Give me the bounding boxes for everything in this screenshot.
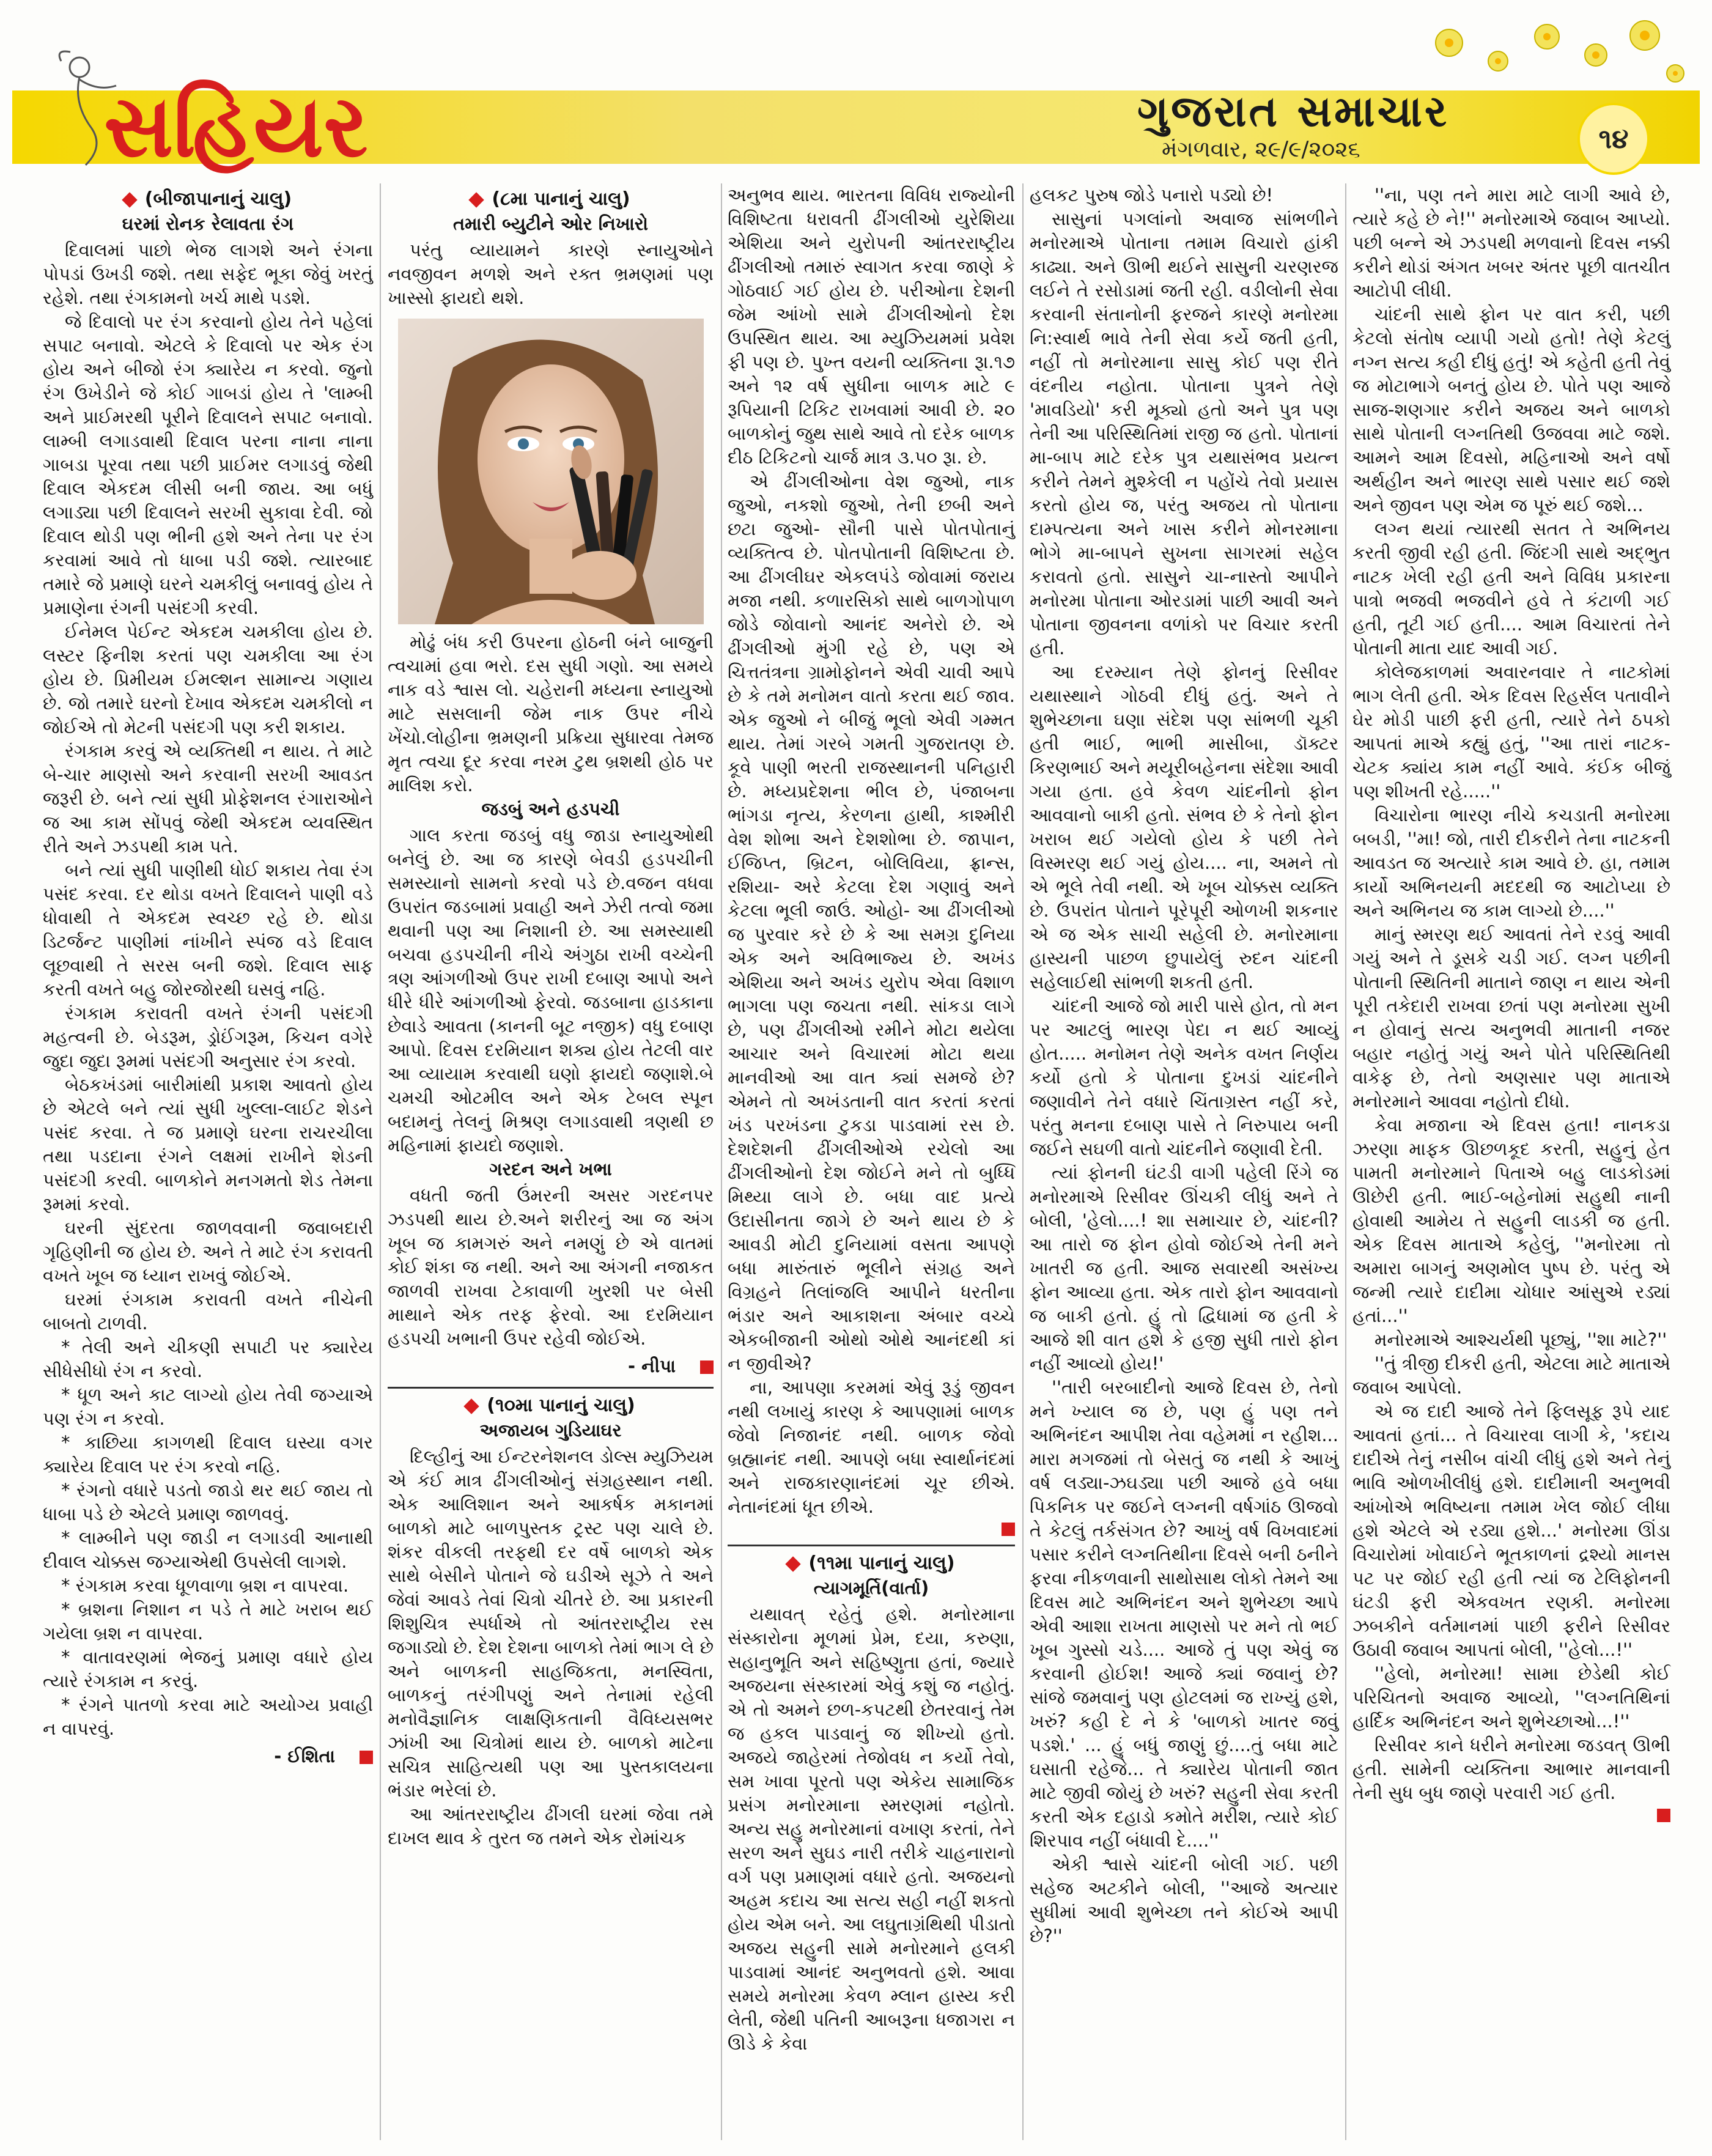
article-divider <box>388 1387 714 1389</box>
article-column-3 <box>728 183 1015 2056</box>
list-item: * રંગને પાતળો કરવા માટે અયોગ્ય પ્રવાહી ન વાપરવું. <box>43 1694 373 1739</box>
sahiyar-logo <box>37 43 465 183</box>
issue-date: મંગળવાર, ૨૯/૯/૨૦૨૬ <box>1162 137 1360 162</box>
paragraph: ગાલ કરતા જડબું વધુ જાડા સ્નાયુઓથી બનેલું છે. આ જ કારણે બેવડી હડપચીની સમસ્યાનો સામનો કરવો પડે છે.વજન વધવા ઉપરાંત જડબામાં પ્રવાહી અને ઝેરી તત્વો જમા થવાની પણ આ નિશાની છે. આ સમસ્યાથી બચવા હડપચીની નીચે અંગુઠા રાખી વચ્ચેની ત્રણ આંગળીઓ ઉપર રાખી દબાણ આપો અને ધીરે ધીરે આંગળીઓ ફેરવો. જડબાના હાડકાના છેવાડે આવતા (કાનની બૂટ નજીક) વધુ દબાણ આપો. દિવસ દરમિયાન શક્ય હોય તેટલી વાર આ વ્યાયામ કરવાથી ઘણો ફાયદો જણાશે.બે ચમચી ઓટમીલ અને એક ટેબલ સ્પૂન બદામનું તેલનું મિશ્રણ લગાડવાથી ત્રણથી છ મહિનામાં ફાયદો જણાશે. <box>388 825 714 1156</box>
paragraph: કોલેજકાળમાં અવારનવાર તે નાટકોમાં ભાગ લેતી હતી. એક દિવસ રિહર્સલ પતાવીને ઘેર મોડી પાછી ફરી હતી, ત્યારે તેને ઠપકો આપતાં માએ કહ્યું હતું, ''આ તારાં નાટક-ચેટક ક્યાંય કામ નહીં આવે. કંઈક બીજું પણ શીખતી રહે.....'' <box>1352 662 1670 802</box>
article-title: ઘરમાં રોનક રેલાવતા રંગ <box>122 213 294 234</box>
paragraph: કેવા મજાના એ દિવસ હતા! નાનકડા ઝરણા માફક ઊછળકૂદ કરતી, સહુનું હેત પામતી મનોરમાને પિતાએ બહુ લાડકોડમાં ઊછેરી હતી. ભાઈ-બહેનોમાં સહુથી નાની હોવાથી આમેય તે સહુની લાડકી જ હતી. એક દિવસ માતાએ કહેલું, ''મનોરમા તો અમારા બાગનું અણમોલ પુષ્પ છે. પરંતુ એ જન્મી ત્યારે દાદીમા ચોધાર આંસુએ રડ્યાં હતાં...'' <box>1352 1115 1670 1326</box>
paragraph: મોઢું બંધ કરી ઉપરના હોઠની બંને બાજુની ત્વચામાં હવા ભરો. દસ સુધી ગણો. આ સમયે નાક વડે શ્વાસ લો. ચહેરાની મધ્યના સ્નાયુઓ માટે સસલાની જેમ નાક ઉપર નીચે ખેંચો.લોહીના ભ્રમણની પ્રક્રિયા સુધારવા તેમજ મૃત ત્વચા દૂર કરવા નરમ ટુથ બ્રશથી હોઠ પર માલિશ કરો. <box>388 632 714 796</box>
article-title: અજાયબ ગુડિયાઘર <box>479 1420 622 1441</box>
article-column-5 <box>1352 183 1670 1822</box>
article-column-4 <box>1030 183 1338 1948</box>
page-number-badge: ૧૪ <box>1577 103 1650 175</box>
paragraph: રંગકામ કરાવતી વખતે રંગની પસંદગી મહત્વની છે. બેડરૂમ, ડ્રોઈંગરૂમ, કિચન વગેરે જુદા જુદા રૂમમાં પસંદગી અનુસાર રંગ કરવો. <box>43 1003 373 1071</box>
paragraph: સાસુનાં પગલાંનો અવાજ સાંભળીને મનોરમાએ પોતાના તમામ વિચારો હાંકી કાઢ્યા. અને ઊભી થઈને સાસુની ચરણરજ લઈને તે રસોડામાં જતી રહી. વડીલોની સેવા કરવાની સંતાનોની ફરજને કારણે મનોરમા નિ:સ્વાર્થ ભાવે તેની સેવા કર્યે જતી હતી, નહીં તો મનોરમાના સાસુ કોઈ પણ રીતે વંદનીય નહોતા. પોતાના પુત્રને તેણે 'માવડિયો' કરી મૂક્યો હતો અને પુત્ર પણ તેની આ પરિસ્થિતિમાં રાજી જ હતો. પોતાનાં મા-બાપ માટે દરેક પુત્ર યથાસંભવ પ્રયત્ન કરીને તેમને મુશ્કેલી ન પહોંચે તેવો પ્રયાસ કરતો હોય જ, પરંતુ અજય તો પોતાના દામ્પત્યના અને ખાસ કરીને મોનરમાના ભોગે મા-બાપને સુખના સાગરમાં સહેલ કરાવતો હતો. સાસુને ચા-નાસ્તો આપીને મનોરમા પોતાના ઓરડામાં પાછી આવી અને પોતાના જીવનના વળાંકો પર વિચાર કરતી હતી. <box>1030 209 1338 659</box>
paragraph: લગ્ન થયાં ત્યારથી સતત તે અભિનય કરતી જીવી રહી હતી. જિંદગી સાથે અદ્ભુત નાટક ખેલી રહી હતી અને વિવિધ પ્રકારના પાત્રો ભજવી ભજવીને હવે તે કંટાળી ગઈ હતી, તૂટી ગઈ હતી.... આમ વિચારતાં તેને પોતાની માતા યાદ આવી ગઈ. <box>1352 519 1670 659</box>
list-item: * ધૂળ અને કાટ લાગ્યો હોય તેવી જગ્યાએ પણ રંગ ન કરવો. <box>43 1384 373 1429</box>
paragraph: દિલ્હીનું આ ઈન્ટરનેશનલ ડોલ્સ મ્યુઝિયમ એ કંઈ માત્ર ઢીંગલીઓનું સંગ્રહસ્થાન નથી. એક આલિશાન અને આકર્ષક મકાનમાં બાળકો માટે બાળપુસ્તક ટ્રસ્ટ પણ ચાલે છે. શંકર વીકલી તરફથી દર વર્ષે બાળકો એક સાથે બેસીને પોતાને જે ઘડીએ સૂઝે તે અને જેવાં આવડે તેવાં ચિત્રો ચીતરે છે. આ પ્રકારની શિશુચિત્ર સ્પર્ધાએ તો આંતરરાષ્ટ્રીય રસ જગાડ્યો છે. દેશ દેશના બાળકો તેમાં ભાગ લે છે અને બાળકની સાહજિકતા, મનસ્વિતા, બાળકનું તરંગીપણું અને તેનામાં રહેલી મનોવૈજ્ઞાનિક લાક્ષણિકતાની વૈવિધ્યસભર ઝાંખી આ ચિત્રોમાં થાય છે. બાળકો માટેના સચિત્ર સાહિત્યથી પણ આ પુસ્તકાલયના ભંડાર ભરેલાં છે. <box>388 1446 714 1801</box>
article-divider <box>728 1545 1015 1546</box>
paragraph: ના, આપણા કરમમાં એવું રૂડું જીવન નથી લખાયું કારણ કે આપણામાં બાળક જેવો નિજાનંદ નથી. બાળક જેવો બ્રહ્માનંદ નથી. આપણે બધા સ્વાર્થાનંદમાં અને રાજકારણાનંદમાં ચૂર છીએ. નેતાનંદમાં ધૂત છીએ. <box>728 1377 1015 1517</box>
list-item: * રંગનો વધારે પડતો જાડો થર થઈ જાય તો ધાબા પડે છે એટલે પ્રમાણ જાળવવું. <box>43 1480 373 1524</box>
makeup-model-photo <box>398 319 704 624</box>
column-divider <box>1022 183 1024 2140</box>
article-body <box>43 238 373 1335</box>
section-subheading: જડબું અને હડપચી <box>481 799 620 819</box>
paragraph: વિચારોના ભારણ નીચે કચડાતી મનોરમા બબડી, ''મા! જો, તારી દીકરીને તેના નાટકની આવડત જ અત્યારે કામ આવે છે. હા, તમામ કાર્યો અભિનયની મદદથી જ આટોપ્યા છે અને અભિનય જ કામ લાગ્યો છે....'' <box>1352 805 1670 921</box>
paragraph: ''હેલો, મનોરમા! સામા છેડેથી કોઈ પરિચિતનો અવાજ આવ્યો, ''લગ્નતિથિનાં હાર્દિક અભિનંદન અને શુભેચ્છાઓ...!'' <box>1352 1663 1670 1732</box>
paragraph: ''તારી બરબાદીનો આજે દિવસ છે, તેનો મને ખ્યાલ જ છે, પણ હું પણ તને અભિનંદન આપીશ તેવા વહેમમાં ન રહીશ... મારા મગજમાં તો બેસતું જ નથી કે આખું વર્ષ લડ્યા-ઝઘડ્યા પછી આજે હવે બધા પિકનિક પર જઈને લગ્નની વર્ષગાંઠ ઊજવો તે કેટલું તર્કસંગત છે? આખું વર્ષ વિખવાદમાં પસાર કરીને લગ્નતિથીના દિવસે બની ઠનીને ફરવા નીકળવાની સાથોસાથ લોકો તેમને આ દિવસ માટે અભિનંદન અને શુભેચ્છા આપે એવી આશા રાખતા માણસો પર મને તો ભઈ ખૂબ ગુસ્સો ચડે.... આજે તું પણ એવું જ કરવાની હોઈશ! આજે ક્યાં જવાનું છે? સાંજે જમવાનું પણ હોટલમાં જ રાખ્યું હશે, ખરું? કહી દે ને કે 'બાળકો ખાતર જવું પડશે.' ... હું બધું જાણું છું....તું બધા માટે ઘસાતી રહેજે... તે ક્યારેય પોતાની જાત માટે જીવી જોયું છે ખરું? સહુની સેવા કરતી કરતી એક દહાડો કમોતે મરીશ, ત્યારે કોઈ શિરપાવ નહીં બંધાવી દે....'' <box>1030 1377 1338 1851</box>
list-item: * રંગકામ કરવા ધૂળવાળા બ્રશ ન વાપરવા. <box>61 1575 349 1596</box>
bullet-list <box>43 1335 373 1741</box>
end-mark-icon <box>700 1360 714 1374</box>
column-divider <box>1345 183 1346 2140</box>
paragraph: એ ઢીંગલીઓના વેશ જુઓ, નાક જુઓ, નકશો જુઓ, તેની છબી અને છટા જુઓ- સૌની પાસે પોતપોતાનું વ્યક્તિત્વ છે. પોતપોતાની વિશિષ્ટતા છે. આ ઢીંગલીઘર એકલપંડે જોવામાં જરાય મજા નથી. કળારસિકો સાથે બાળગોપાળ જોડે જોવાનો આનંદ અનેરો છે. એ ઢીંગલીઓ મુંગી રહે છે, પણ એ ચિત્તતંત્રના ગ્રામોફોનને એવી ચાવી આપે છે કે તમે મનોમન વાતો કરતા થઈ જાવ. એક જુઓ ને બીજું ભૂલો એવી ગમ્મત થાય. તેમાં ગરબે ગમતી ગુજરાતણ છે. કૂવે પાણી ભરતી રાજસ્થાનની પનિહારી છે. મધ્યપ્રદેશના ભીલ છે, પંજાબના ભાંગડા નૃત્ય, કેરળના હાથી, કાશ્મીરી વેશ શોભા અને દેશશોભા છે. જાપાન, ઈજિપ્ત, બ્રિટન, બોલિવિયા, ફ્રાન્સ, રશિયા- અરે કેટલા દેશ ગણાવું અને કેટલા ભૂલી જાઉં. ઓહો- આ ઢીંગલીઓ જ પુરવાર કરે છે કે આ સમગ્ર દુનિયા એક અને અવિભાજ્ય છે. અખંડ એશિયા અને અખંડ યુરોપ એવા વિશાળ ભાગલા પણ જચતા નથી. સાંકડા લાગે છે, પણ ઢીંગલીઓ રમીને મોટા થયેલા આચાર અને વિચારમાં મોટા થયા માનવીઓ આ વાત ક્યાં સમજે છે? એમને તો અખંડતાની વાત કરતાં કરતાં ખંડ પરખંડના ટુકડા પાડવામાં રસ છે. દેશદેશની ઢીંગલીઓએ રચેલો આ ઢીંગલીઓનો દેશ જોઈને મને તો બુધ્ધિ મિથ્યા લાગે છે. બધા વાદ પ્રત્યે ઉદાસીનતા જાગે છે અને થાય છે કે આવડી મોટી દુનિયામાં વસતા આપણે બધા મારુંતારું ભૂલીને સંગ્રહ અને વિગ્રહને તિલાંજલિ આપીને ધરતીના ભંડાર અને આકાશના અંબાર વચ્ચે એકબીજાની ઓથો ઓથે આનંદથી કાં ન જીવીએ? <box>728 471 1015 1374</box>
paragraph: અનુભવ થાય. ભારતના વિવિધ રાજ્યોની વિશિષ્ટતા ધરાવતી ઢીંગલીઓ યુરેશિયા એશિયા અને યુરોપની આંતરરાષ્ટ્રીય ઢીંગલીઓ તમારું સ્વાગત કરવા જાણે કે ગોઠવાઈ ગઈ હોય છે. પરીઓના દેશની જેમ આંખો સામે ઢીંગલીઓનો દેશ ઉપસ્થિત થાય. આ મ્યુઝિયમમાં પ્રવેશ ફી પણ છે. પુખ્ત વયની વ્યક્તિના રૂા.૧૭ અને ૧૨ વર્ષ સુધીના બાળક માટે ૯ રૂપિયાની ટિકિટ રાખવામાં આવી છે. ૨૦ બાળકોનું જુથ સાથે આવે તો દરેક બાળક દીઠ ટિકિટનો ચાર્જ માત્ર ૩.૫૦ રૂા. છે. <box>728 185 1015 468</box>
paragraph: ત્યાં ફોનની ઘંટડી વાગી પહેલી રિંગે જ મનોરમાએ રિસીવર ઊંચકી લીધું અને તે બોલી, 'હેલો....! શા સમાચાર છે, ચાંદની? આ તારો જ ફોન હોવો જોઈએ તેની મને ખાતરી જ હતી. આજ સવારથી અસંખ્ય ફોન આવ્યા હતા. એક તારો ફોન આવવાનો જ બાકી હતો. હું તો દ્વિધામાં જ હતી કે આજે શી વાત હશે કે હજી સુધી તારો ફોન નહીં આવ્યો હોય!' <box>1030 1162 1338 1374</box>
red-diamond-icon <box>464 1398 479 1414</box>
paragraph: આ આંતરરાષ્ટ્રીય ઢીંગલી ઘરમાં જેવા તમે દાખલ થાવ કે તુરત જ તમને એક રોમાંચક <box>388 1804 714 1848</box>
paragraph: રંગકામ કરવું એ વ્યક્તિથી ન થાય. તે માટે બે-ચાર માણસો અને કરવાની સરખી આવડત જરૂરી છે. બને ત્યાં સુધી પ્રોફેશનલ રંગારાઓને જ આ કામ સોંપવું જેથી એકદમ વ્યવસ્થિત રીતે અને ઝડપથી કામ પતે. <box>43 740 373 857</box>
paragraph: ઘરની સુંદરતા જાળવવાની જવાબદારી ગૃહિણીની જ હોય છે. અને તે માટે રંગ કરાવતી વખતે ખૂબ જ ધ્યાન રાખવું જોઈએ. <box>43 1217 373 1286</box>
paragraph: આ દરમ્યાન તેણે ફોનનું રિસીવર યથાસ્થાને ગોઠવી દીધું હતું. અને તે શુભેચ્છાના ઘણા સંદેશ પણ સાંભળી ચૂકી હતી ભાઈ, ભાભી માસીબા, ડૉક્ટર કિરણભાઈ અને મયૂરીબહેનના સંદેશા આવી ગયા હતા. હવે કેવળ ચાંદનીનો ફોન આવવાનો બાકી હતો. સંભવ છે કે તેનો ફોન ખરાબ થઈ ગયેલો હોય કે પછી તેને વિસ્મરણ થઈ ગયું હોય.... ના, અમને તો એ ભૂલે તેવી નથી. એ ખૂબ ચોક્કસ વ્યક્તિ છે. ઉપરાંત પોતાને પૂરેપૂરી ઓળખી શકનાર એ જ એક સાચી સહેલી છે. મનોરમાના હાસ્યની પાછળ છુપાયેલું રુદન ચાંદની સહેલાઈથી સાંભળી શકતી હતી. <box>1030 662 1338 992</box>
paper-name: ગુજરાત સમાચાર <box>1137 86 1450 136</box>
red-diamond-icon <box>469 192 484 207</box>
column-divider <box>380 183 381 2140</box>
list-item: * બ્રશના નિશાન ન પડે તે માટે ખરાબ થઈ ગયેલા બ્રશ ન વાપરવા. <box>43 1599 373 1644</box>
paragraph: હલકટ પુરુષ જોડે પનારો પડ્યો છે! <box>1030 185 1274 205</box>
paragraph: મનોરમાએ આશ્ચર્યથી પૂછ્યું, ''શા માટે?'' <box>1374 1329 1667 1350</box>
end-mark-icon <box>360 1751 373 1764</box>
paragraph: રિસીવર કાને ધરીને મનોરમા જડવત્ ઊભી હતી. સામેની વ્યક્તિના આભાર માનવાની તેની સુધ બુધ જાણે પરવારી ગઈ હતી. <box>1352 1735 1670 1803</box>
continued-header: (બીજાપાનાનું ચાલુ) <box>43 187 373 211</box>
paragraph: ''તું ત્રીજી દીકરી હતી, એટલા માટે માતાએ જવાબ આપેલો. <box>1352 1353 1670 1398</box>
paragraph: ઘરમાં રંગકામ કરાવતી વખતે નીચેની બાબતો ટાળવી. <box>43 1289 373 1334</box>
paragraph: એકી શ્વાસે ચાંદની બોલી ગઈ. પછી સહેજ અટકીને બોલી, ''આજે અત્યાર સુધીમાં આવી શુભેચ્છા તને કોઈએ આપી છે?'' <box>1030 1854 1338 1946</box>
list-item: * લામ્બીને પણ જાડી ન લગાડવી આનાથી દીવાલ ચોક્કસ જગ્યાએથી ઉપસેલી લાગશે. <box>43 1527 373 1572</box>
section-subheading: ગરદન અને ખભા <box>489 1159 612 1180</box>
continued-header: (૮મા પાનાનું ચાલુ) <box>388 187 714 211</box>
list-item: * વાતાવરણમાં ભેજનું પ્રમાણ વધારે હોય ત્યારે રંગકામ ન કરવું. <box>43 1647 373 1691</box>
paragraph: માનું સ્મરણ થઈ આવતાં તેને રડવું આવી ગયું અને તે ડૂસકે ચડી ગઈ. લગ્ન પછીની પોતાની સ્થિતિની માતાને જાણ ન થાય એની પૂરી તકેદારી રાખવા છતાં પણ મનોરમા સુખી ન હોવાનું સત્ય અનુભવી માતાની નજર બહાર નહોતું ગયું અને પોતે પરિસ્થિતિથી વાકેફ છે, તેનો અણસાર પણ માતાએ મનોરમાને આવવા નહોતો દીધો. <box>1352 924 1670 1112</box>
paragraph: ''ના, પણ તને મારા માટે લાગી આવે છે, ત્યારે કહે છે ને!'' મનોરમાએ જવાબ આપ્યો. પછી બન્ને એ ઝડપથી મળવાનો દિવસ નક્કી કરીને થોડાં અંગત ખબર અંતર પૂછી વાતચીત આટોપી લીધી. <box>1352 185 1670 301</box>
paragraph: જે દિવાલો પર રંગ કરવાનો હોય તેને પહેલાં સપાટ બનાવો. એટલે કે દિવાલો પર એક રંગ હોય અને બીજો રંગ ક્યારેય ન કરવો. જુનો રંગ ઉખેડીને જે કોઈ ગાબડાં હોય તે 'લામ્બી અને પ્રાઈમરથી પૂરીને દિવાલને સપાટ બનાવો. લામ્બી લગાડવાથી દિવાલ પરના નાના નાના ગાબડા પૂરવા તથા પછી પ્રાઈમર લગાડવું જેથી દિવાલ એકદમ લીસી બની જાય. આ બધું લગાડ્યા પછી દિવાલને સરખી સુકાવા દેવી. જો દિવાલ થોડી પણ ભીની હશે અને તેના પર રંગ કરવામાં આવે તો ધાબા પડી જશે. ત્યારબાદ તમારે જે પ્રમાણે ઘરને ચમકીલું બનાવવું હોય તે પ્રમાણેના રંગની પસંદગી કરવી. <box>43 311 373 618</box>
column-divider <box>721 183 722 2140</box>
paragraph: બને ત્યાં સુધી પાણીથી ધોઈ શકાય તેવા રંગ પસંદ કરવા. દર થોડા વખતે દિવાલને પાણી વડે ધોવાથી તે એકદમ સ્વચ્છ રહે છે. થોડા ડિટર્જન્ટ પાણીમાં નાંખીને સ્પંજ વડે દિવાલ લૂછવાથી તે સરસ બની જશે. દિવાલ સાફ કરતી વખતે બહુ જોરજોરથી ઘસવું નહિ. <box>43 860 373 1000</box>
end-mark-icon <box>1002 1523 1015 1536</box>
paragraph: બેઠકખંડમાં બારીમાંથી પ્રકાશ આવતો હોય છે એટલે બને ત્યાં સુધી ખુલ્લા-લાઈટ શેડને પસંદ કરવા. તે જ પ્રમાણે ઘરના રાચરચીલા તથા પડદાના રંગને લક્ષમાં રાખીને શેડની પસંદગી કરવી. બાળકોને મનગમતો શેડ તેમના રૂમમાં કરવો. <box>43 1074 373 1214</box>
article-title: ત્યાગમૂર્તિ(વાર્તા) <box>813 1578 929 1598</box>
author-signature: - ઈશિતા <box>43 1744 373 1768</box>
paragraph: વધતી જતી ઉંમરની અસર ગરદનપર ઝડપથી થાય છે.અને શરીરનું આ જ અંગ ખૂબ જ કામગરું અને નમણું છે એ વાતમાં કોઈ શંકા જ નથી. અને આ અંગની નજાકત જાળવી રાખવા ટેકાવાળી ખુરશી પર બેસી માથાને એક તરફ ફેરવો. આ દરમિયાન હડપચી ખભાની ઉપર રહેવી જોઈએ. <box>388 1185 714 1349</box>
red-diamond-icon <box>786 1556 801 1571</box>
paragraph: ચાંદની સાથે ફોન પર વાત કરી, પછી કેટલો સંતોષ વ્યાપી ગયો હતો! તેણે કેટલું નગ્ન સત્ય કહી દીધું હતું! એ કહેતી હતી તેવું જ મોટાભાગે બનતું હોય છે. પોતે પણ આજે સાજ-શણગાર કરીને અજય અને બાળકો સાથે પોતાની લગ્નતિથી ઉજવવા માટે જશે. આમને આમ દિવસો, મહિનાઓ અને વર્ષો અર્થહીન અને ભારણ સાથે પસાર થઈ જશે અને જીવન પણ એમ જ પૂરું થઈ જશે... <box>1352 304 1670 515</box>
article-title: તમારી બ્યુટીને ઓર નિખારો <box>452 213 649 234</box>
paragraph: ચાંદની આજે જો મારી પાસે હોત, તો મન પર આટલું ભારણ પેદા ન થઈ આવ્યું હોત..... મનોમન તેણે અનેક વખત નિર્ણય કર્યો હતો કે પોતાના દુખડાં ચાંદનીને જણાવીને તેને વધારે ચિંતાગ્રસ્ત નહીં કરે, પરંતુ મનના દબાણ પાસે તે નિરુપાય બની જઈને સઘળી વાતો ચાંદનીને જણાવી દેતી. <box>1030 995 1338 1159</box>
logo-text: સહિયર <box>104 76 368 177</box>
paragraph: દિવાલમાં પાછો ભેજ લાગશે અને રંગના પોપડાં ઉખડી જશે. તથા સફેદ ભૂકા જેવું ખરતું રહેશે. તથા રંગકામનો ખર્ચ માથે પડશે. <box>43 240 373 308</box>
list-item: * તેલી અને ચીકણી સપાટી પર ક્યારેય સીધેસીધો રંગ ન કરવો. <box>43 1337 373 1381</box>
paragraph: પરંતુ વ્યાયામને કારણે સ્નાયુઓને નવજીવન મળશે અને રક્ત ભ્રમણમાં પણ ખાસ્સો ફાયદો થશે. <box>388 240 714 308</box>
continued-header: (૧૧મા પાનાનું ચાલુ) <box>728 1551 1015 1575</box>
list-item: * કાછિયા કાગળથી દિવાલ ઘસ્યા વગર ક્યારેય દિવાલ પર રંગ કરવો નહિ. <box>43 1432 373 1477</box>
flower-decoration-icon <box>1412 18 1694 104</box>
article-column-1 <box>43 183 373 1768</box>
paragraph: એ જ દાદી આજે તેને ફિલસૂફ રૂપે યાદ આવતાં હતાં... તે વિચારવા લાગી કે, 'કદાચ દાદીએ તેનું નસીબ વાંચી લીધું હશે અને તેનું ભાવિ ઓળખીલીધું હશે. દાદીમાની અનુભવી આંખોએ ભવિષ્યના તમામ ખેલ જોઈ લીધા હશે એટલે એ રડ્યા હશે...' મનોરમા ઊંડા વિચારોમાં ખોવાઈને ભૂતકાળનાં દ્રશ્યો માનસ પટ પર જોઈ રહી હતી ત્યાં જ ટેલિફોનની ઘંટડી ફરી એકવખત રણકી. મનોરમા ઝબકીને વર્તમાનમાં પાછી ફરીને રિસીવર ઉઠાવી જવાબ આપતાં બોલી, ''હેલો...!'' <box>1352 1401 1670 1660</box>
end-mark-icon <box>1657 1809 1670 1822</box>
paragraph: યથાવત્ રહેતું હશે. મનોરમાના સંસ્કારોના મૂળમાં પ્રેમ, દયા, કરુણા, સહાનુભૂતિ અને સહિષ્ણુતા હતાં, જ્યારે અજયના સંસ્કારમાં એવું કશું જ નહોતું. એ તો અમને છળ-કપટથી છેતરવાનું તેમ જ હકલ પાડવાનું જ શીખ્યો હતો. અજયે જાહેરમાં તેજોવધ ન કર્યો તેવો, સમ ખાવા પૂરતો પણ એકેય સામાજિક પ્રસંગ મનોરમાના સ્મરણમાં નહોતો. અન્ય સહુ મનોરમાનાં વખાણ કરતાં, તેને સરળ અને સુઘડ નારી તરીકે ચાહનારાનો વર્ગ પણ પ્રમાણમાં વધારે હતો. અજયનો અહમ કદાચ આ સત્ય સહી નહીં શકતો હોય એમ બને. આ લઘુતાગ્રંથિથી પીડાતો અજય સહુની સામે મનોરમાને હલકી પાડવામાં આનંદ અનુભવતો હશે. આવા સમયે મનોરમા કેવળ મ્લાન હાસ્ય કરી લેતી, જેથી પતિની આબરૂના ધજાગરા ન ઊડે કે કેવા <box>728 1604 1015 2054</box>
continued-header: (૧૦મા પાનાનું ચાલુ) <box>388 1394 714 1417</box>
red-diamond-icon <box>122 192 137 207</box>
article-column-2 <box>388 183 714 1850</box>
author-signature: - નીપા <box>388 1354 714 1378</box>
paragraph: ઈનેમલ પેઈન્ટ એકદમ ચમકીલા હોય છે. લસ્ટર ફિનીશ કરતાં પણ ચમકીલા આ રંગ હોય છે. પ્રિમીયમ ઈમલ્શન સામાન્ય ગણાય છે. જો તમારે ઘરનો દેખાવ એકદમ ચમકીલો ન જોઈએ તો મેટની પસંદગી પણ કરી શકાય. <box>43 621 373 737</box>
